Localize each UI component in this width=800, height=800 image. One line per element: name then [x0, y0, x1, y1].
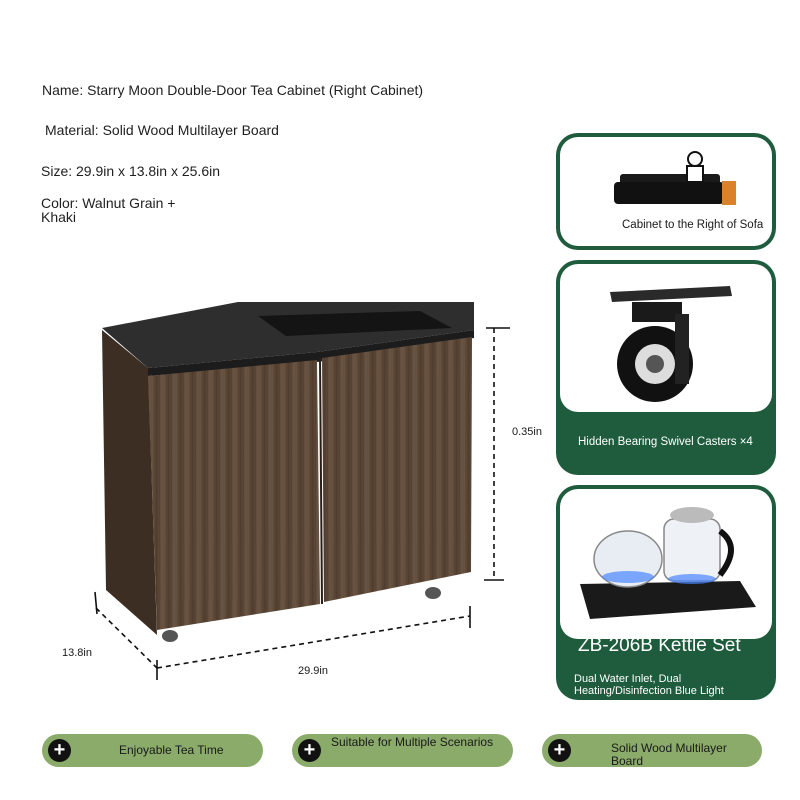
plus-icon: +	[548, 739, 571, 762]
product-material: Material: Solid Wood Multilayer Board	[45, 122, 279, 138]
sofa-icon	[560, 137, 772, 217]
cabinet-left-door	[148, 360, 320, 630]
pill-label: Suitable for Multiple Scenarios	[331, 735, 494, 749]
product-size: Size: 29.9in x 13.8in x 25.6in	[41, 163, 221, 179]
plus-icon: +	[298, 739, 321, 762]
pill-label: Solid Wood Multilayer Board	[611, 741, 727, 768]
caster-wheel	[162, 630, 178, 642]
feature-pill-tea-time[interactable]	[42, 734, 263, 767]
sofa-caption: Cabinet to the Right of Sofa	[622, 219, 764, 231]
depth-label: 13.8in	[62, 647, 92, 659]
height-label: 0.35in	[512, 426, 542, 438]
kettle-description: Dual Water Inlet, Dual Heating/Disinfection Blue Light	[574, 673, 724, 697]
feature-pill-scenarios[interactable]	[292, 734, 513, 767]
kettle-icon	[560, 489, 772, 639]
kettle-title: ZB-206B Kettle Set	[578, 635, 741, 656]
feature-card-inner	[560, 264, 772, 412]
feature-pill-material[interactable]	[542, 734, 762, 767]
caster-icon	[560, 264, 772, 412]
width-dimension-line	[157, 616, 470, 668]
feature-card-sofa	[556, 133, 776, 250]
caster-caption: Hidden Bearing Swivel Casters ×4	[578, 436, 753, 448]
cabinet-right-door	[322, 337, 472, 602]
plus-icon: +	[48, 739, 71, 762]
feature-card-caster	[556, 260, 776, 475]
product-name: Name: Starry Moon Double-Door Tea Cabinet (Right Cabinet)	[42, 82, 424, 98]
product-color: Color: Walnut Grain + Khaki	[41, 195, 176, 225]
caster-wheel	[425, 587, 441, 599]
pill-label: Enjoyable Tea Time	[119, 743, 224, 757]
width-label: 29.9in	[298, 665, 328, 677]
feature-card-inner	[560, 137, 772, 246]
feature-card-inner	[560, 489, 772, 639]
feature-card-kettle	[556, 485, 776, 700]
